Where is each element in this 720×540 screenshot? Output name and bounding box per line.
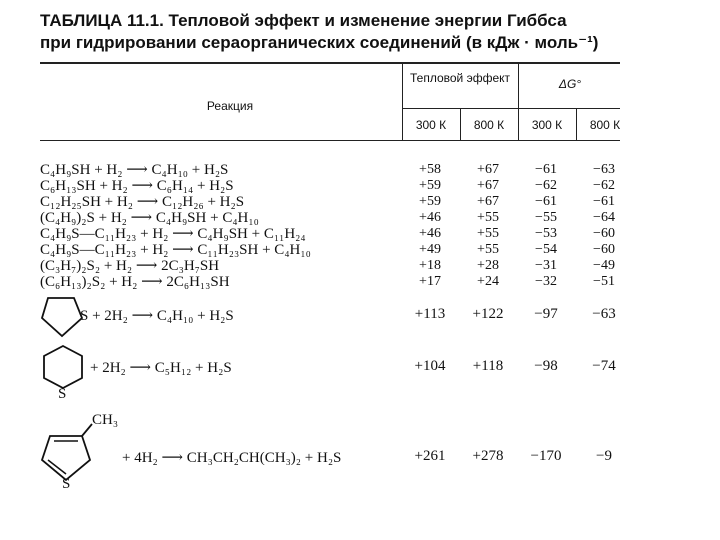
table-top-rule bbox=[40, 62, 620, 64]
table-row bbox=[0, 226, 720, 242]
heat-800-cell: +55 bbox=[477, 210, 499, 225]
heat-300-cell: +46 bbox=[419, 210, 441, 225]
gibbs-300-cell: −62 bbox=[535, 178, 557, 193]
gibbs-300-cell: −53 bbox=[535, 226, 557, 241]
heat-800-cell: +55 bbox=[477, 242, 499, 257]
reaction-cell: C₆H₁₃SH + H₂ ⟶ C₆H₁₄ + H₂S bbox=[40, 178, 234, 194]
heat-800-cell: +67 bbox=[477, 162, 499, 177]
reaction-cell: C₄H₉S—C₁₁H₂₃ + H₂ ⟶ C₄H₉SH + C₁₁H₂₄ bbox=[40, 226, 306, 242]
table-row bbox=[0, 258, 720, 274]
heat-300-cell: +59 bbox=[419, 194, 441, 209]
reaction-cell: C₄H₉SH + H₂ ⟶ C₄H₁₀ + H₂S bbox=[40, 162, 229, 178]
methyl-group-label: CH₃ bbox=[92, 412, 119, 428]
gibbs-800-cell: −74 bbox=[592, 358, 616, 374]
gibbs-800-cell: −63 bbox=[593, 162, 615, 177]
heat-800-cell: +24 bbox=[477, 274, 499, 289]
gibbs-300-cell: −55 bbox=[535, 210, 557, 225]
gibbs-300-cell: −61 bbox=[535, 194, 557, 209]
header-heat-effect: Тепловой эффект bbox=[410, 71, 511, 85]
thiane-sulfur-label: S bbox=[58, 386, 67, 402]
reaction-cell: (C₆H₁₃)₂S₂ + H₂ ⟶ 2C₆H₁₃SH bbox=[40, 274, 230, 290]
caption-line-2: при гидрировании сераорганических соединений (в кДж · моль⁻¹) bbox=[40, 33, 599, 52]
reaction-cell: (C₃H₇)₂S₂ + H₂ ⟶ 2C₃H₇SH bbox=[40, 258, 220, 274]
gibbs-300-cell: −54 bbox=[535, 242, 557, 257]
gibbs-800-cell: −9 bbox=[596, 448, 612, 464]
ring-reaction-2: + 2H₂ ⟶ C₅H₁₂ + H₂S bbox=[90, 360, 232, 376]
table-row bbox=[0, 274, 720, 290]
heat-800-cell: +28 bbox=[477, 258, 499, 273]
header-bottom-rule bbox=[40, 140, 620, 141]
heat-800-cell: +118 bbox=[472, 358, 504, 374]
gibbs-300-cell: −170 bbox=[530, 448, 562, 464]
header-t800-heat: 800 К bbox=[473, 118, 505, 132]
header-t800-gibbs: 800 К bbox=[589, 118, 621, 132]
heat-800-cell: +67 bbox=[477, 178, 499, 193]
gibbs-300-cell: −61 bbox=[535, 162, 557, 177]
heat-800-cell: +278 bbox=[472, 448, 504, 464]
table-row bbox=[0, 242, 720, 258]
heat-300-cell: +104 bbox=[414, 358, 446, 374]
ring-reaction-1: S + 2H₂ ⟶ C₄H₁₀ + H₂S bbox=[80, 308, 234, 324]
thiophene-sulfur-label: S bbox=[62, 476, 71, 492]
heat-800-cell: +67 bbox=[477, 194, 499, 209]
heat-300-cell: +261 bbox=[414, 448, 446, 464]
heat-300-cell: +59 bbox=[419, 178, 441, 193]
reaction-cell: (C₄H₉)₂S + H₂ ⟶ C₄H₉SH + C₄H₁₀ bbox=[40, 210, 259, 226]
subheader-rule bbox=[402, 108, 620, 109]
gibbs-800-cell: −61 bbox=[593, 194, 615, 209]
heat-300-cell: +18 bbox=[419, 258, 441, 273]
methylthiophene-ring-structure bbox=[38, 424, 108, 484]
heat-300-cell: +113 bbox=[414, 306, 446, 322]
gibbs-800-cell: −60 bbox=[593, 226, 615, 241]
heat-300-cell: +17 bbox=[419, 274, 441, 289]
table-row bbox=[0, 210, 720, 226]
table-row bbox=[0, 194, 720, 210]
table-caption bbox=[40, 10, 640, 54]
heat-300-cell: +46 bbox=[419, 226, 441, 241]
reaction-cell: C₄H₉S—C₁₁H₂₃ + H₂ ⟶ C₁₁H₂₃SH + C₄H₁₀ bbox=[40, 242, 311, 258]
gibbs-800-cell: −64 bbox=[593, 210, 615, 225]
thiane-ring-structure bbox=[40, 344, 86, 392]
heat-800-cell: +55 bbox=[477, 226, 499, 241]
gibbs-300-cell: −97 bbox=[534, 306, 558, 322]
heat-300-cell: +49 bbox=[419, 242, 441, 257]
gibbs-800-cell: −49 bbox=[593, 258, 615, 273]
header-t300-heat: 300 К bbox=[415, 118, 447, 132]
gibbs-800-cell: −51 bbox=[593, 274, 615, 289]
header-t300-gibbs: 300 К bbox=[531, 118, 563, 132]
header-reaction: Реакция bbox=[206, 99, 254, 113]
reaction-cell: C₁₂H₂₅SH + H₂ ⟶ C₁₂H₂₆ + H₂S bbox=[40, 194, 245, 210]
gibbs-800-cell: −60 bbox=[593, 242, 615, 257]
gibbs-300-cell: −32 bbox=[535, 274, 557, 289]
heat-300-cell: +58 bbox=[419, 162, 441, 177]
gibbs-800-cell: −62 bbox=[593, 178, 615, 193]
header-gibbs: ΔG° bbox=[558, 77, 582, 91]
ring-reaction-3: + 4H₂ ⟶ CH₃CH₂CH(CH₃)₂ + H₂S bbox=[122, 450, 342, 466]
table-row bbox=[0, 178, 720, 194]
caption-line-1: ТАБЛИЦА 11.1. Тепловой эффект и изменение энергии Гиббса bbox=[40, 11, 567, 30]
heat-800-cell: +122 bbox=[472, 306, 504, 322]
gibbs-300-cell: −31 bbox=[535, 258, 557, 273]
table-row bbox=[0, 162, 720, 178]
gibbs-800-cell: −63 bbox=[592, 306, 616, 322]
gibbs-300-cell: −98 bbox=[534, 358, 558, 374]
